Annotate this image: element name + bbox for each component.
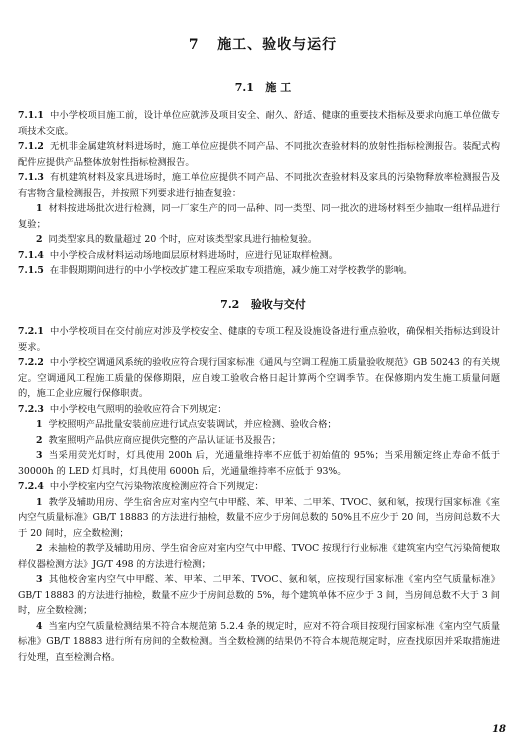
- list-item: [18, 433, 500, 449]
- item-number: 3: [36, 574, 43, 585]
- clause-text: 中小学校电气照明的验收应符合下列规定：: [49, 403, 227, 415]
- section-number: 7.2: [220, 298, 240, 311]
- clause-text: 教学及辅助用房、学生宿舍应对室内空气中甲醛、苯、甲苯、二甲苯、TVOC、氨和氡，按现行国家标准《室内空气质量标准》GB/T 18883 的方法进行抽检，数量不应少于房间总数的 50%且不应少于 20 间，当房间总数不大于 20 间时，应全数检测；: [18, 496, 500, 539]
- list-item: [18, 201, 500, 232]
- section-heading-7-1: [0, 79, 526, 95]
- chapter-title-text: 施工、验收与运行: [217, 37, 338, 53]
- list-item: [18, 619, 500, 666]
- list-item: [18, 541, 500, 572]
- clause: [18, 479, 500, 495]
- clause-text: 教室照明产品供应商应提供完整的产品认证证书及报告；: [48, 434, 281, 446]
- section-heading-7-2: [0, 296, 526, 312]
- list-item: [18, 417, 500, 433]
- clause: [18, 248, 500, 264]
- item-number: 2: [36, 234, 43, 245]
- list-item: [18, 572, 500, 619]
- section-7-2-body: [18, 324, 500, 665]
- clause-text: 中小学校项目在交付前应对涉及学校安全、健康的专项工程及设施设备进行重点验收，确保相关指标达到设计要求。: [18, 326, 500, 353]
- item-number: 1: [36, 419, 43, 430]
- chapter-number: 7: [188, 37, 200, 53]
- clause-number: 7.2.1: [18, 326, 44, 337]
- clause: [18, 108, 500, 139]
- clause-number: 7.1.1: [18, 110, 44, 121]
- clause: [18, 324, 500, 355]
- item-number: 4: [36, 620, 43, 632]
- clause: [18, 139, 500, 170]
- chapter-title: [0, 34, 526, 54]
- clause-text: 有机建筑材料及家具进场时，施工单位应提供不同产品、不同批次查验材料及家具的污染物释放率检测报告及有害物含量检测报告，并按照下列要求进行抽查复验：: [18, 172, 500, 199]
- clause: [18, 170, 500, 201]
- clause: [18, 355, 500, 402]
- clause-text: 其他校舍室内空气中甲醛、苯、甲苯、二甲苯、TVOC、氨和氡，应按现行国家标准《室内空气质量标准》GB/T 18883 的方法进行抽检，数量不应少于房间总数的 5%，每个建筑单体不应少于 3 间，当房间总数不大于 3 间时，应全数检测；: [18, 574, 500, 616]
- clause-text: 材料按进场批次进行检测，同一厂家生产的同一品种、同一类型、同一批次的进场材料至少抽取一组样品进行复验；: [18, 203, 500, 230]
- item-number: 1: [36, 496, 43, 508]
- list-item: [18, 232, 500, 248]
- clause-text: 学校照明产品批量安装前应进行试点安装调试，并应检测、验收合格；: [48, 419, 337, 430]
- item-number: 2: [36, 434, 43, 446]
- clause-number: 7.2.4: [18, 481, 44, 492]
- clause-text: 中小学校空调通风系统的验收应符合现行国家标准《通风与空调工程施工质量验收规范》GB 50243 的有关规定。空调通风工程施工质量的保修期限，应自竣工验收合格日起计算两个空调季节。在保修期内发生施工质量问题的，施工企业应履行保修职责。: [18, 357, 500, 399]
- clause-text: 当采用荧光灯时，灯具使用 200h 后，光通量维持率不应低于初始值的 95%；当采用额定终止寿命不低于 30000h 的 LED 灯具时，灯具使用 6000h 后，光通量维持率不应低于 93%。: [18, 450, 500, 477]
- clause-text: 未抽检的教学及辅助用房、学生宿舍应对室内空气中甲醛、TVOC 按现行行业标准《建筑室内空气污染简便取样仪器检测方法》JG/T 498 的方法进行检测；: [18, 543, 500, 570]
- list-item: [18, 448, 500, 479]
- section-7-1-body: [18, 108, 500, 279]
- list-item: [18, 495, 500, 542]
- clause: [18, 402, 500, 418]
- clause-number: 7.1.4: [18, 249, 44, 261]
- clause-text: 中小学校合成材料运动场地面层原材料进场时，应进行见证取样检测。: [49, 249, 339, 261]
- clause-number: 7.2.2: [18, 357, 44, 368]
- clause-number: 7.1.5: [18, 265, 44, 276]
- clause-text: 同类型家具的数量超过 20 个时，应对该类型家具进行抽检复验。: [48, 234, 318, 245]
- section-title-text: 验收与交付: [250, 298, 306, 311]
- clause: [18, 263, 500, 279]
- clause-number: 7.2.3: [18, 403, 44, 415]
- clause-text: 在非假期期间进行的中小学校改扩建工程应采取专项措施，减少施工对学校教学的影响。: [49, 265, 413, 276]
- clause-number: 7.1.2: [18, 141, 44, 152]
- clause-text: 中小学校室内空气污染物浓度检测应符合下列规定：: [49, 481, 264, 492]
- clause-text: 当室内空气质量检测结果不符合本规范第 5.2.4 条的规定时，应对不符合项目按现行国家标准《室内空气质量标准》GB/T 18883 进行所有房间的全数检测。当全数检测的结果仍不符合本规范规定时，应查找原因并采取措施进行处理，直至检测合格。: [18, 620, 500, 663]
- item-number: 3: [36, 450, 43, 461]
- item-number: 1: [36, 203, 43, 214]
- clause-text: 中小学校项目施工前，设计单位应就涉及项目安全、耐久、舒适、健康的重要技术指标及要求向施工单位做专项技术交底。: [18, 110, 500, 137]
- section-number: 7.1: [234, 81, 254, 94]
- clause-text: 无机非金属建筑材料进场时，施工单位应提供不同产品、不同批次查验材料的放射性指标检测报告。装配式构配件应提供产品整体放射性指标检测报告。: [18, 141, 500, 168]
- clause-number: 7.1.3: [18, 172, 44, 183]
- page-number: 18: [492, 724, 506, 735]
- section-title-text: 施 工: [265, 81, 292, 94]
- item-number: 2: [36, 543, 43, 554]
